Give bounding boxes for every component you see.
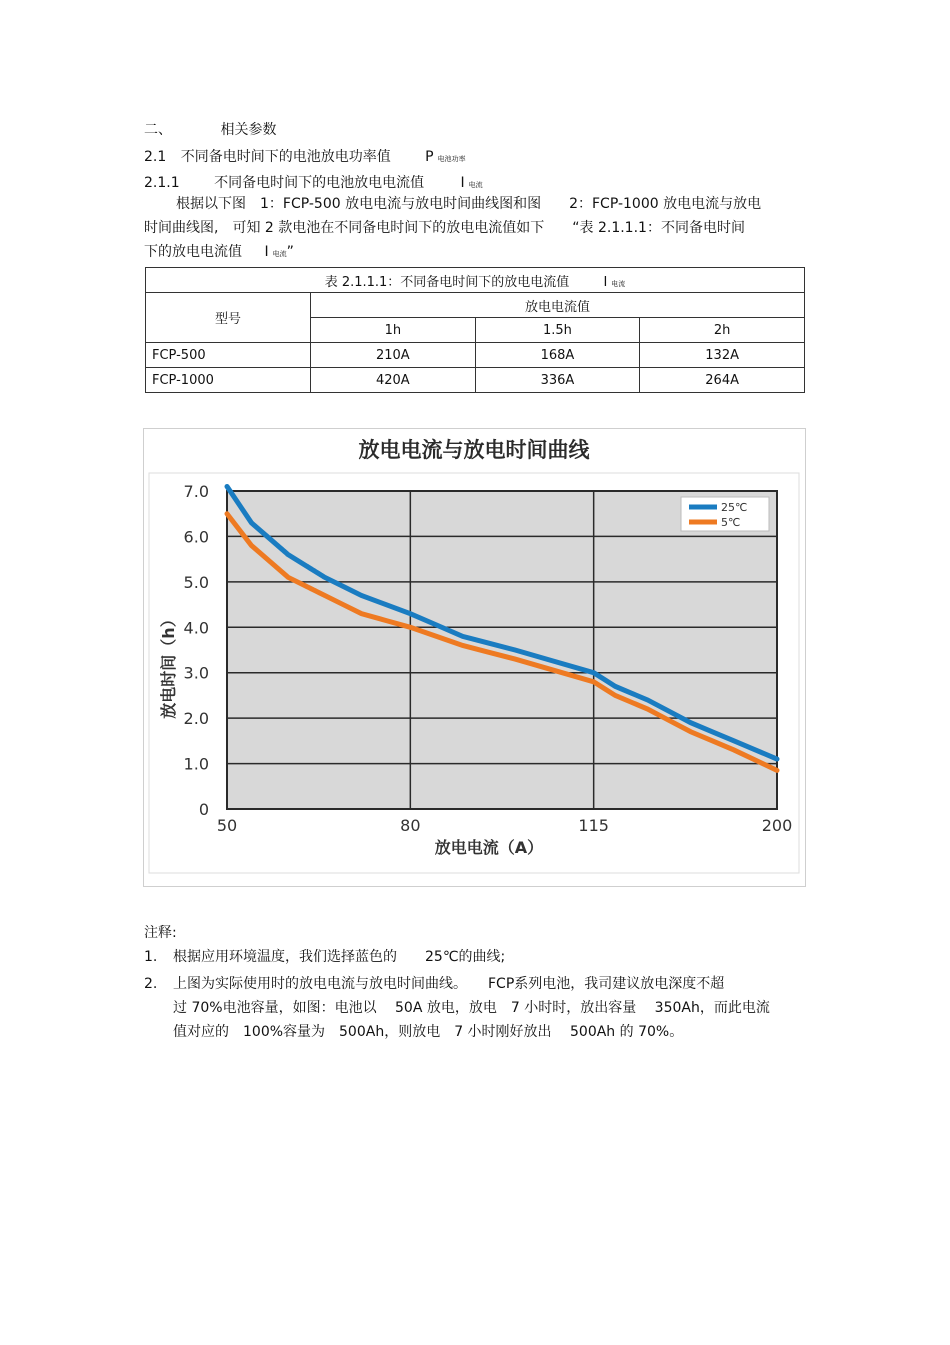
y-tick-label: 1.0 bbox=[183, 754, 209, 774]
table-caption-text: 表 2.1.1.1：不同备电时间下的放电电流值 bbox=[324, 274, 570, 290]
heading-symbol-sub: 电流 bbox=[468, 181, 483, 189]
table-cell-value: 210A bbox=[311, 343, 476, 368]
table-header-time: 1h bbox=[311, 318, 476, 343]
heading-symbol-sub: 电池功率 bbox=[437, 155, 466, 163]
table-row bbox=[146, 368, 805, 393]
table-header-time: 2h bbox=[640, 318, 805, 343]
x-axis-label: 放电电流（A） bbox=[434, 838, 544, 857]
y-tick-label: 6.0 bbox=[183, 527, 209, 547]
intro-line-3-text: 下的放电电流值 bbox=[144, 244, 242, 260]
note-2-text bbox=[173, 972, 803, 1044]
note-2-line-1: 上图为实际使用时的放电电流与放电时间曲线。 FCP系列电池，我司建议放电深度不超 bbox=[173, 976, 725, 992]
note-2-line-2: 过 70%电池容量，如图：电池以 50A 放电，放电 7 小时时，放出容量 350Ah，而此电流 bbox=[173, 1000, 770, 1016]
intro-line-3-sub: 电流 bbox=[272, 250, 287, 258]
note-1-number: 1. bbox=[144, 949, 158, 965]
y-tick-label: 0 bbox=[198, 800, 209, 819]
table-cell-value: 264A bbox=[640, 368, 805, 393]
y-tick-label: 2.0 bbox=[183, 709, 209, 729]
legend-label: 5℃ bbox=[721, 516, 741, 529]
intro-line-3-symbol: I bbox=[264, 244, 269, 260]
intro-line-2: 时间曲线图, 可知 2 款电池在不同备电时间下的放电电流值如下 “表 2.1.1.1：不同备电时间 bbox=[144, 220, 745, 236]
section-title: 相关参数 bbox=[220, 122, 277, 138]
table-header-time: 1.5h bbox=[475, 318, 640, 343]
table-cell-value: 168A bbox=[475, 343, 640, 368]
table-cell-model: FCP-500 bbox=[146, 343, 311, 368]
x-tick-label: 50 bbox=[216, 816, 238, 835]
y-axis-label: 放电时间（h） bbox=[159, 611, 178, 719]
heading-2-1 bbox=[144, 146, 466, 166]
table-caption bbox=[146, 268, 805, 293]
chart-title: 放电电流与放电时间曲线 bbox=[358, 438, 590, 462]
plot-background bbox=[227, 491, 777, 809]
heading-2-1-1 bbox=[144, 172, 483, 192]
intro-line-3-quote: ” bbox=[286, 244, 294, 260]
table-cell-value: 420A bbox=[311, 368, 476, 393]
y-tick-label: 7.0 bbox=[183, 482, 209, 501]
table-cell-value: 132A bbox=[640, 343, 805, 368]
table-cell-value: 336A bbox=[475, 368, 640, 393]
note-2-number: 2. bbox=[144, 976, 158, 992]
table-header-model: 型号 bbox=[146, 293, 311, 343]
intro-line-3 bbox=[144, 240, 804, 266]
discharge-chart-svg bbox=[144, 429, 805, 886]
legend-label: 25℃ bbox=[721, 501, 748, 514]
table-row bbox=[146, 343, 805, 368]
discharge-chart bbox=[143, 428, 806, 887]
y-tick-label: 3.0 bbox=[183, 663, 209, 683]
section-number: 二、 bbox=[144, 122, 172, 138]
table-caption-symbol: I bbox=[603, 274, 608, 290]
table-header-group: 放电电流值 bbox=[311, 293, 805, 318]
heading-text: 不同备电时间下的电池放电电流值 bbox=[214, 175, 425, 191]
table-cell-model: FCP-1000 bbox=[146, 368, 311, 393]
intro-line-1: 根据以下图 1：FCP-500 放电电流与放电时间曲线图和图 2：FCP-1000 放电电流与放电 bbox=[176, 196, 762, 212]
heading-text: 不同备电时间下的电池放电功率值 bbox=[180, 149, 391, 165]
intro-paragraph bbox=[144, 192, 804, 266]
heading-symbol: P bbox=[425, 149, 434, 165]
section-heading bbox=[144, 119, 276, 139]
note-2-line-3: 值对应的 100%容量为 500Ah，则放电 7 小时刚好放出 500Ah 的 70%。 bbox=[173, 1024, 684, 1040]
y-tick-label: 5.0 bbox=[183, 572, 209, 592]
heading-number: 2.1.1 bbox=[144, 175, 180, 191]
table-caption-sub: 电流 bbox=[611, 279, 626, 288]
discharge-current-table bbox=[145, 267, 805, 393]
x-tick-label: 80 bbox=[400, 816, 421, 835]
plot-area bbox=[184, 482, 793, 835]
note-1-text: 根据应用环境温度，我们选择蓝色的 25℃的曲线; bbox=[173, 949, 506, 965]
y-tick-label: 4.0 bbox=[183, 618, 209, 638]
heading-symbol: I bbox=[460, 175, 465, 191]
x-tick-label: 115 bbox=[578, 816, 609, 835]
heading-number: 2.1 bbox=[144, 149, 167, 165]
notes-heading: 注释: bbox=[144, 925, 177, 941]
x-tick-label: 200 bbox=[761, 816, 793, 835]
